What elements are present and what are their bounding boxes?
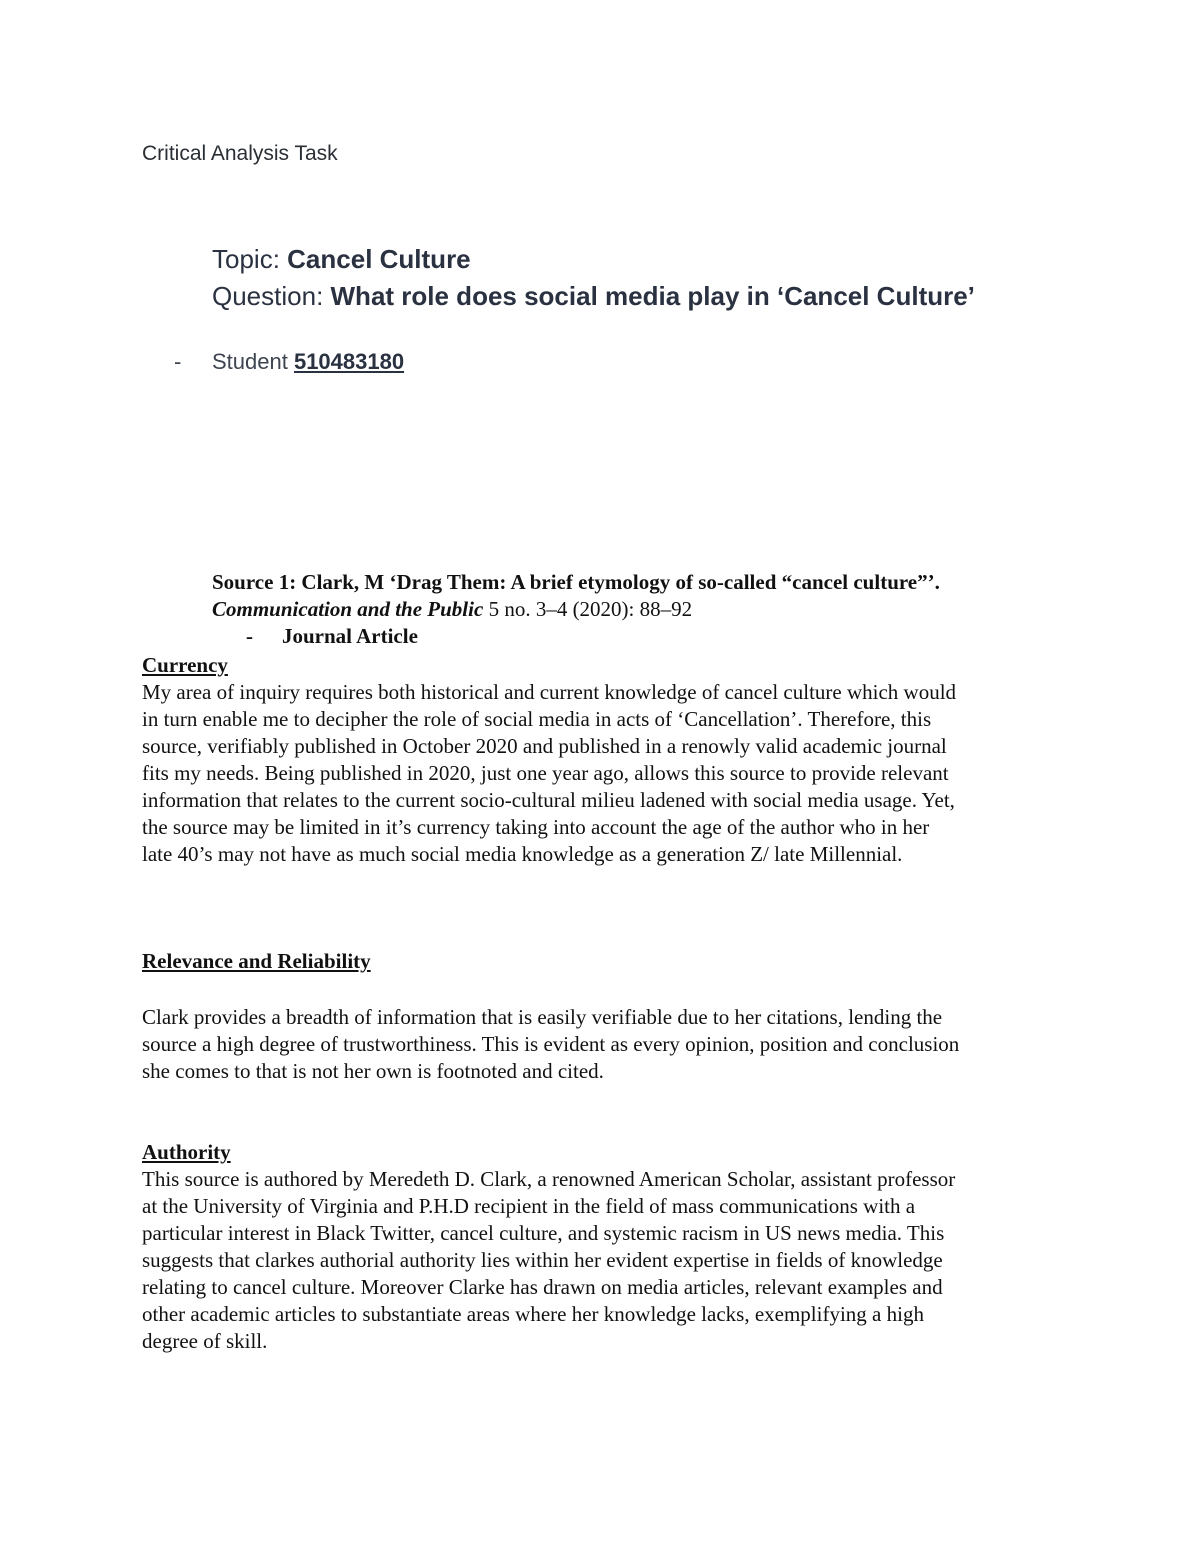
paragraph-line: Clark provides a breadth of information that is easily verifiable due to her citations, lending the: [142, 1005, 943, 1029]
paragraph-line: relating to cancel culture. Moreover Clarke has drawn on media articles, relevant examples and: [142, 1275, 943, 1299]
paragraph-line: My area of inquiry requires both historical and current knowledge of cancel culture which would: [142, 680, 957, 704]
source-journal-details: 5 no. 3–4 (2020): 88–92: [483, 597, 693, 621]
question-value: What role does social media play in ‘Cancel Culture’: [330, 281, 975, 311]
paragraph-line: suggests that clarkes authorial authority lies within her evident expertise in fields of knowledge: [142, 1248, 943, 1272]
paragraph-line: fits my needs. Being published in 2020, just one year ago, allows this source to provide relevant: [142, 761, 949, 785]
paragraph-line: source, verifiably published in October 2020 and published in a renowly valid academic journal: [142, 734, 947, 758]
student-id: 510483180: [293, 349, 405, 374]
question-label: Question:: [212, 281, 331, 311]
topic-value: Cancel Culture: [287, 244, 471, 274]
student-label: Student: [212, 349, 294, 374]
paragraph-line: she comes to that is not her own is footnoted and cited.: [142, 1059, 604, 1083]
paragraph-line: degree of skill.: [142, 1329, 268, 1353]
authority-heading: Authority: [142, 1140, 231, 1164]
paragraph-line: the source may be limited in it’s currency taking into account the age of the author who in her: [142, 815, 930, 839]
source-journal: Communication and the Public: [212, 597, 484, 621]
paragraph-line: source a high degree of trustworthiness. This is evident as every opinion, position and conclusion: [142, 1032, 960, 1056]
relevance-heading: Relevance and Reliability: [142, 949, 371, 973]
paragraph-line: late 40’s may not have as much social media knowledge as a generation Z/ late Millennial.: [142, 842, 903, 866]
topic-label: Topic:: [212, 244, 288, 274]
student-line: [174, 349, 404, 375]
authority-paragraph: [142, 1166, 1072, 1355]
paragraph-line: information that relates to the current socio-cultural milieu ladened with social media usage. Yet,: [142, 788, 955, 812]
paragraph-line: in turn enable me to decipher the role of social media in acts of ‘Cancellation’. Therefore, this: [142, 707, 932, 731]
question-line: [212, 281, 975, 312]
source-journal-line: [212, 597, 692, 622]
student-dash: -: [174, 349, 182, 374]
topic-line: [212, 244, 471, 275]
source-type-line: [246, 624, 418, 649]
paragraph-line: particular interest in Black Twitter, cancel culture, and systemic racism in US news media. This: [142, 1221, 945, 1245]
paragraph-line: at the University of Virginia and P.H.D recipient in the field of mass communications with a: [142, 1194, 916, 1218]
source-type: Journal Article: [282, 624, 418, 648]
paragraph-line: This source is authored by Meredeth D. Clark, a renowned American Scholar, assistant professor: [142, 1167, 956, 1191]
document-title: Critical Analysis Task: [142, 142, 338, 165]
relevance-paragraph: [142, 1004, 1072, 1085]
paragraph-line: other academic articles to substantiate areas where her knowledge lacks, exemplifying a high: [142, 1302, 924, 1326]
currency-paragraph: [142, 679, 1072, 868]
source-type-dash: -: [246, 624, 253, 648]
currency-heading: Currency: [142, 653, 228, 677]
source-citation: Source 1: Clark, M ‘Drag Them: A brief etymology of so-called “cancel culture”’.: [212, 570, 940, 594]
